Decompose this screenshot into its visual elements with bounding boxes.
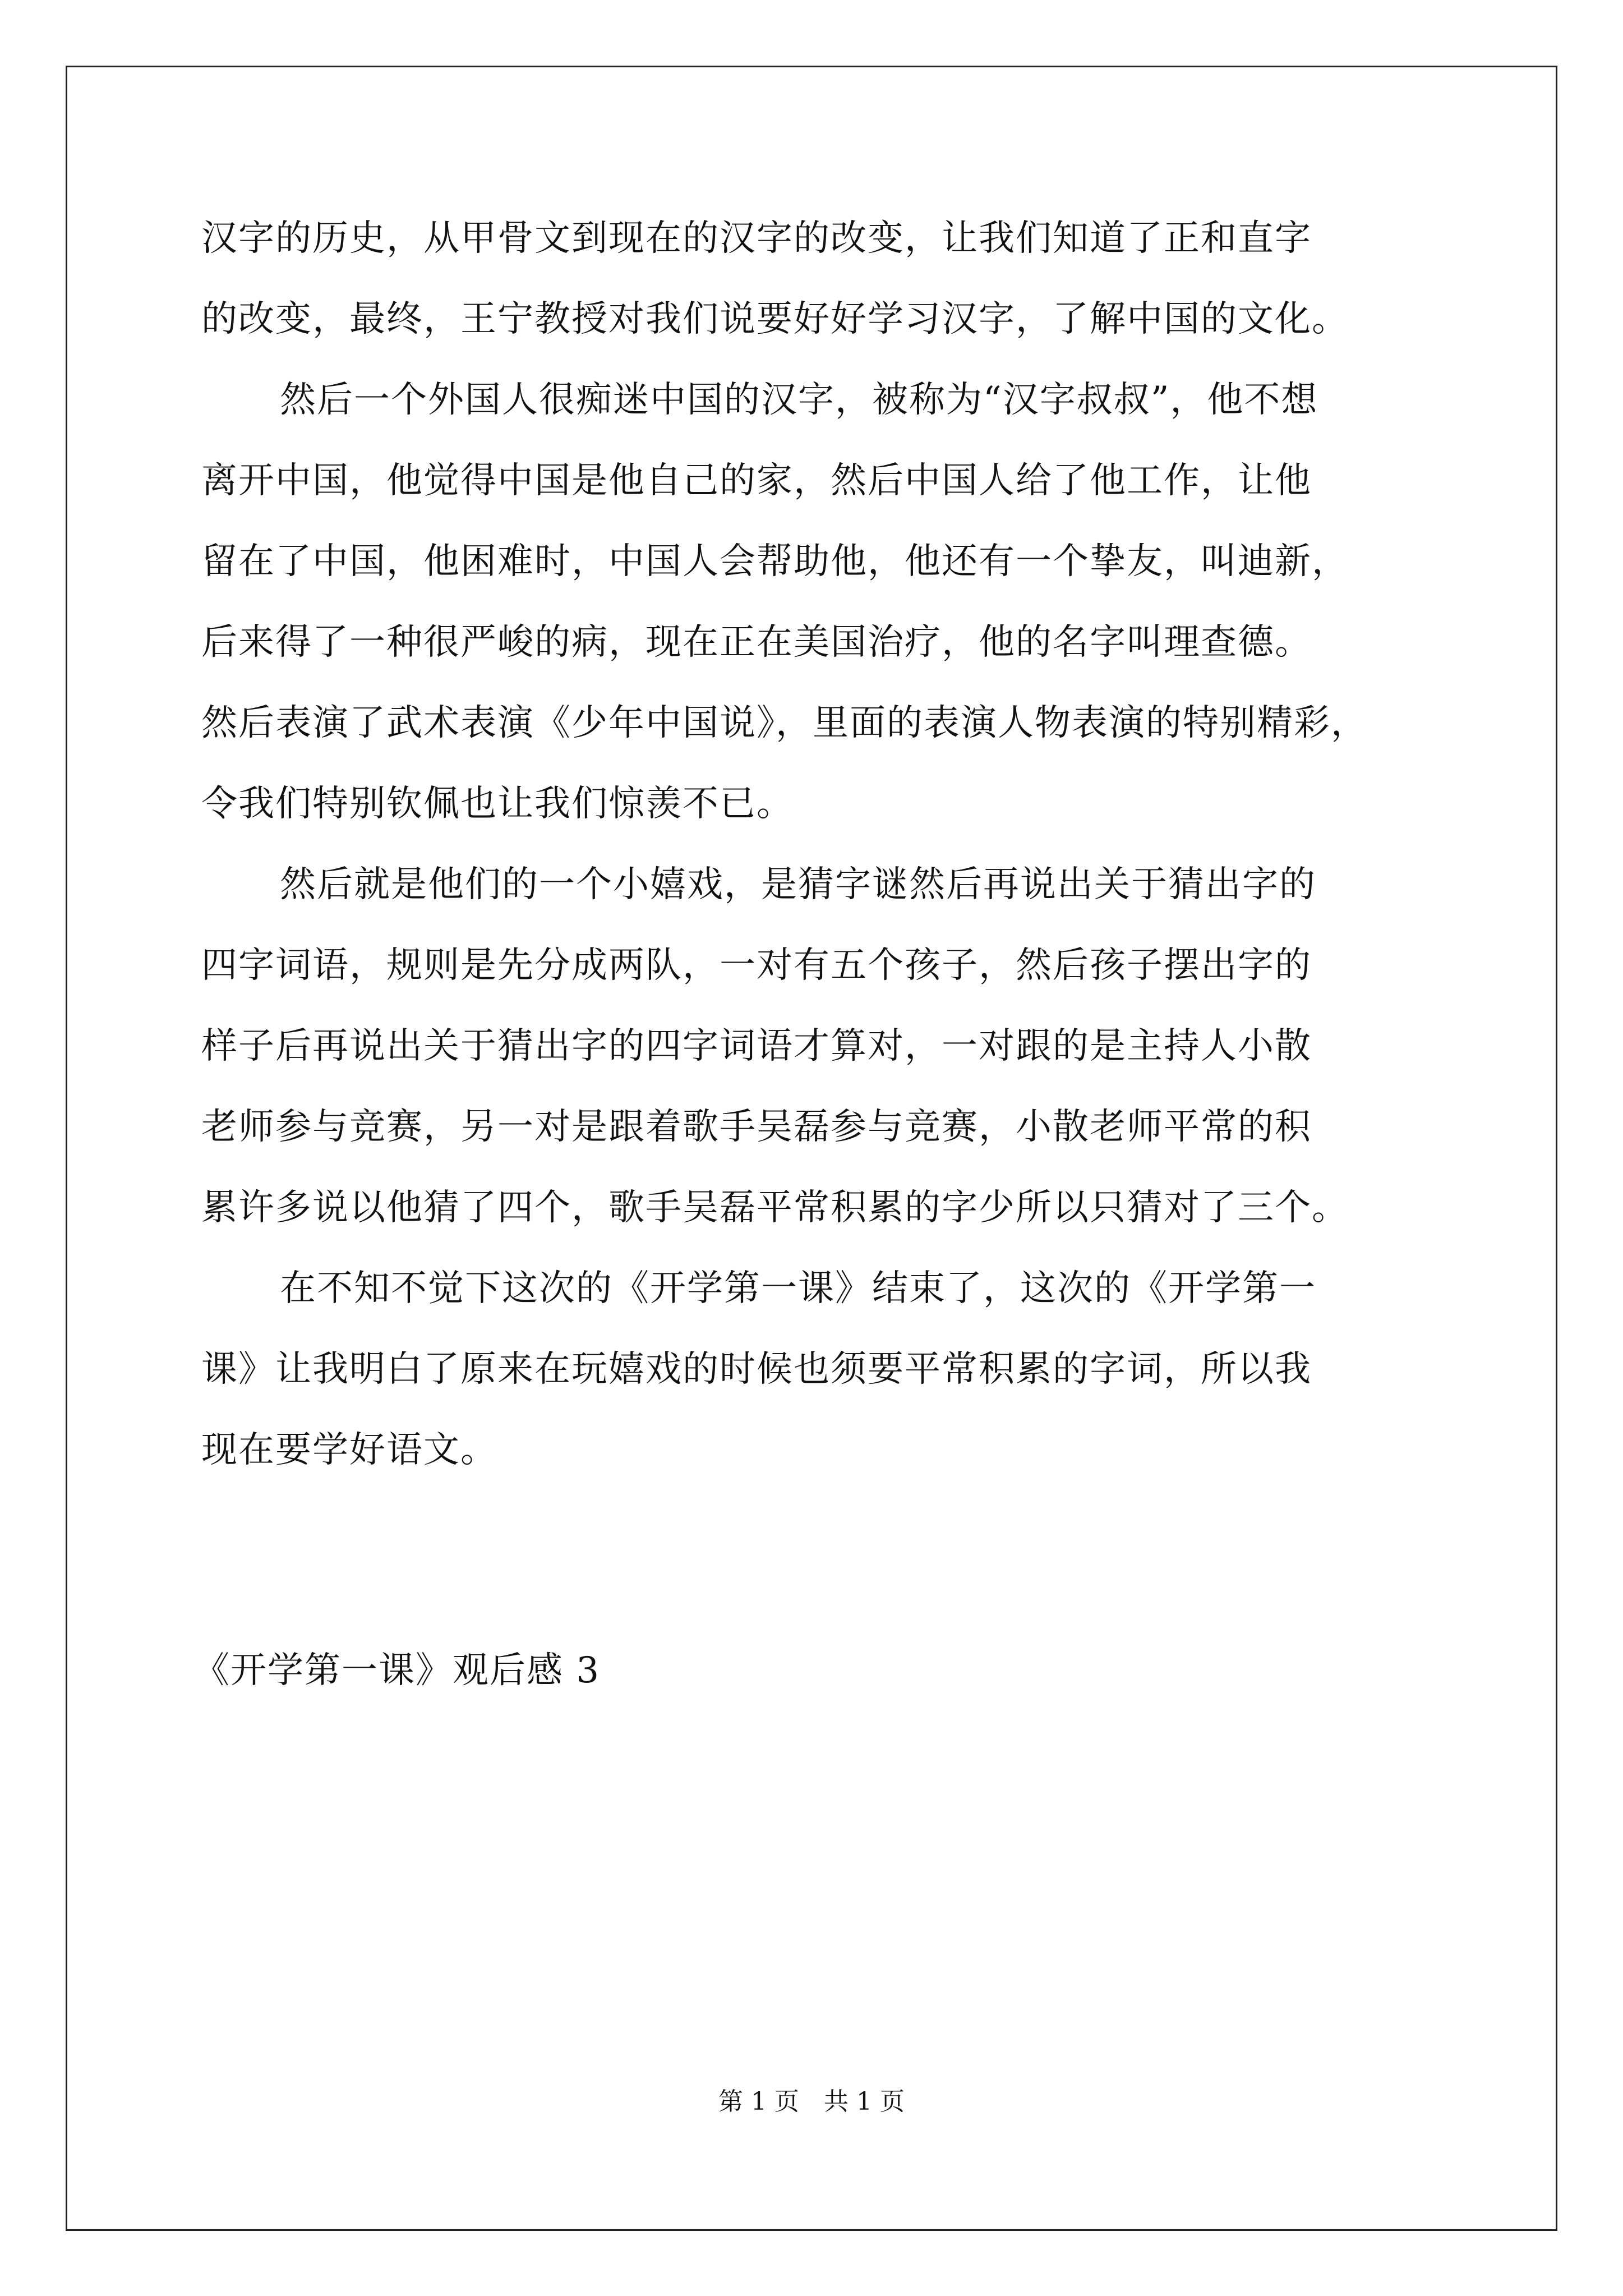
text-line: 后来得了一种很严峻的病，现在正在美国治疗，他的名字叫理查德。 [201, 622, 1312, 663]
text-line: 汉字的历史，从甲骨文到现在的汉字的改变，让我们知道了正和直字 [201, 218, 1312, 259]
text-line: 课》让我明白了原来在玩嬉戏的时候也须要平常积累的字词，所以我 [201, 1349, 1312, 1390]
text-line: 的改变，最终，王宁教授对我们说要好好学习汉字，了解中国的文化。 [201, 298, 1349, 340]
paragraph-start-line: 然后一个外国人很痴迷中国的汉字，被称为“汉字叔叔”，他不想 [280, 379, 1318, 421]
page-footer: 第 1 页 共 1 页 [718, 2087, 905, 2116]
paragraph-start-line: 然后就是他们的一个小嬉戏，是猜字谜然后再说出关于猜出字的 [280, 864, 1316, 905]
paragraph-start-line: 在不知不觉下这次的《开学第一课》结束了，这次的《开学第一 [280, 1268, 1316, 1309]
text-line: 离开中国，他觉得中国是他自己的家，然后中国人给了他工作，让他 [201, 460, 1312, 501]
text-line: 留在了中国，他困难时，中国人会帮助他，他还有一个挚友，叫迪新， [201, 541, 1349, 582]
text-line: 然后表演了武术表演《少年中国说》，里面的表演人物表演的特别精彩， [201, 702, 1368, 744]
text-line: 累许多说以他猜了四个，歌手吴磊平常积累的字少所以只猜对了三个。 [201, 1187, 1349, 1228]
text-line: 四字词语，规则是先分成两队，一对有五个孩子，然后孩子摆出字的 [201, 945, 1312, 986]
text-line: 令我们特别钦佩也让我们惊羡不已。 [201, 783, 794, 825]
text-line: 老师参与竞赛，另一对是跟着歌手吴磊参与竞赛，小散老师平常的积 [201, 1106, 1312, 1148]
section-heading: 《开学第一课》观后感 3 [193, 1650, 601, 1691]
text-line: 样子后再说出关于猜出字的四字词语才算对，一对跟的是主持人小散 [201, 1025, 1312, 1067]
text-line: 现在要学好语文。 [201, 1429, 497, 1471]
